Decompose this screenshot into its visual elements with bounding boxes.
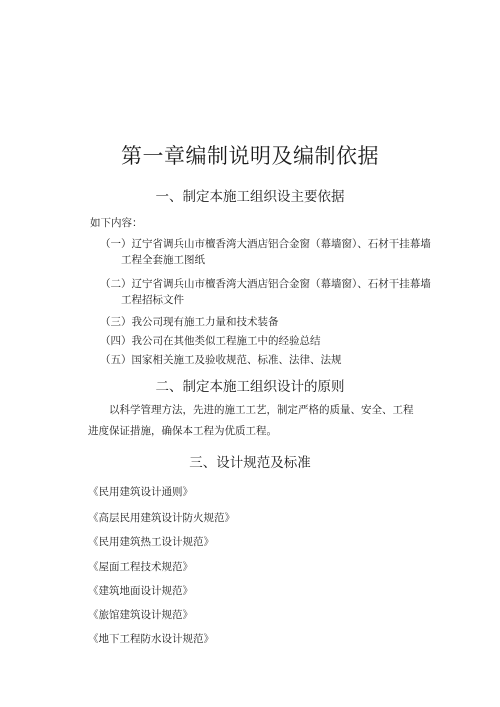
list-item-4: （四）我公司在其他类似工程施工中的经验总结 (100, 335, 321, 347)
standard-item: 《民用建筑热工设计规范》 (88, 536, 214, 548)
section-1-intro: 如下内容： (90, 217, 143, 229)
standard-item: 《建筑地面设计规范》 (88, 585, 193, 597)
list-item-5: （五）国家相关施工及验收规范、标准、法律、法规 (100, 354, 342, 366)
standard-item: 《地下工程防水设计规范》 (88, 633, 214, 645)
list-item-2-line-2: 工程招标文件 (121, 294, 184, 306)
section-2-paragraph: 以科学管理方法，先进的施工工艺，制定严格的质量、安全、工程进度保证措施，确保本工程为优质工程。 (88, 404, 414, 437)
section-2-heading: 二、制定本施工组织设计的原则 (155, 379, 345, 395)
chapter-title: 第一章编制说明及编制依据 (121, 144, 379, 168)
section-3-heading: 三、设计规范及标准 (189, 455, 311, 471)
standard-item: 《民用建筑设计通则》 (88, 486, 193, 498)
list-item-3: （三）我公司现有施工力量和技术装备 (100, 316, 279, 328)
section-1-heading: 一、制定本施工组织设主要依据 (155, 189, 345, 205)
list-item-2-line-1: （二）辽宁省调兵山市檀香湾大酒店铝合金窗（幕墙窗）、石材干挂幕墙 (100, 278, 431, 290)
standard-item: 《屋面工程技术规范》 (88, 561, 193, 573)
standard-item: 《高层民用建筑设计防火规范》 (88, 512, 235, 524)
standard-item: 《旅馆建筑设计规范》 (88, 609, 193, 621)
list-item-1-line-1: （一）辽宁省调兵山市檀香湾大酒店铝合金窗（幕墙窗）、石材干挂幕墙 (100, 238, 431, 250)
list-item-1-line-2: 工程全套施工图纸 (121, 254, 205, 266)
